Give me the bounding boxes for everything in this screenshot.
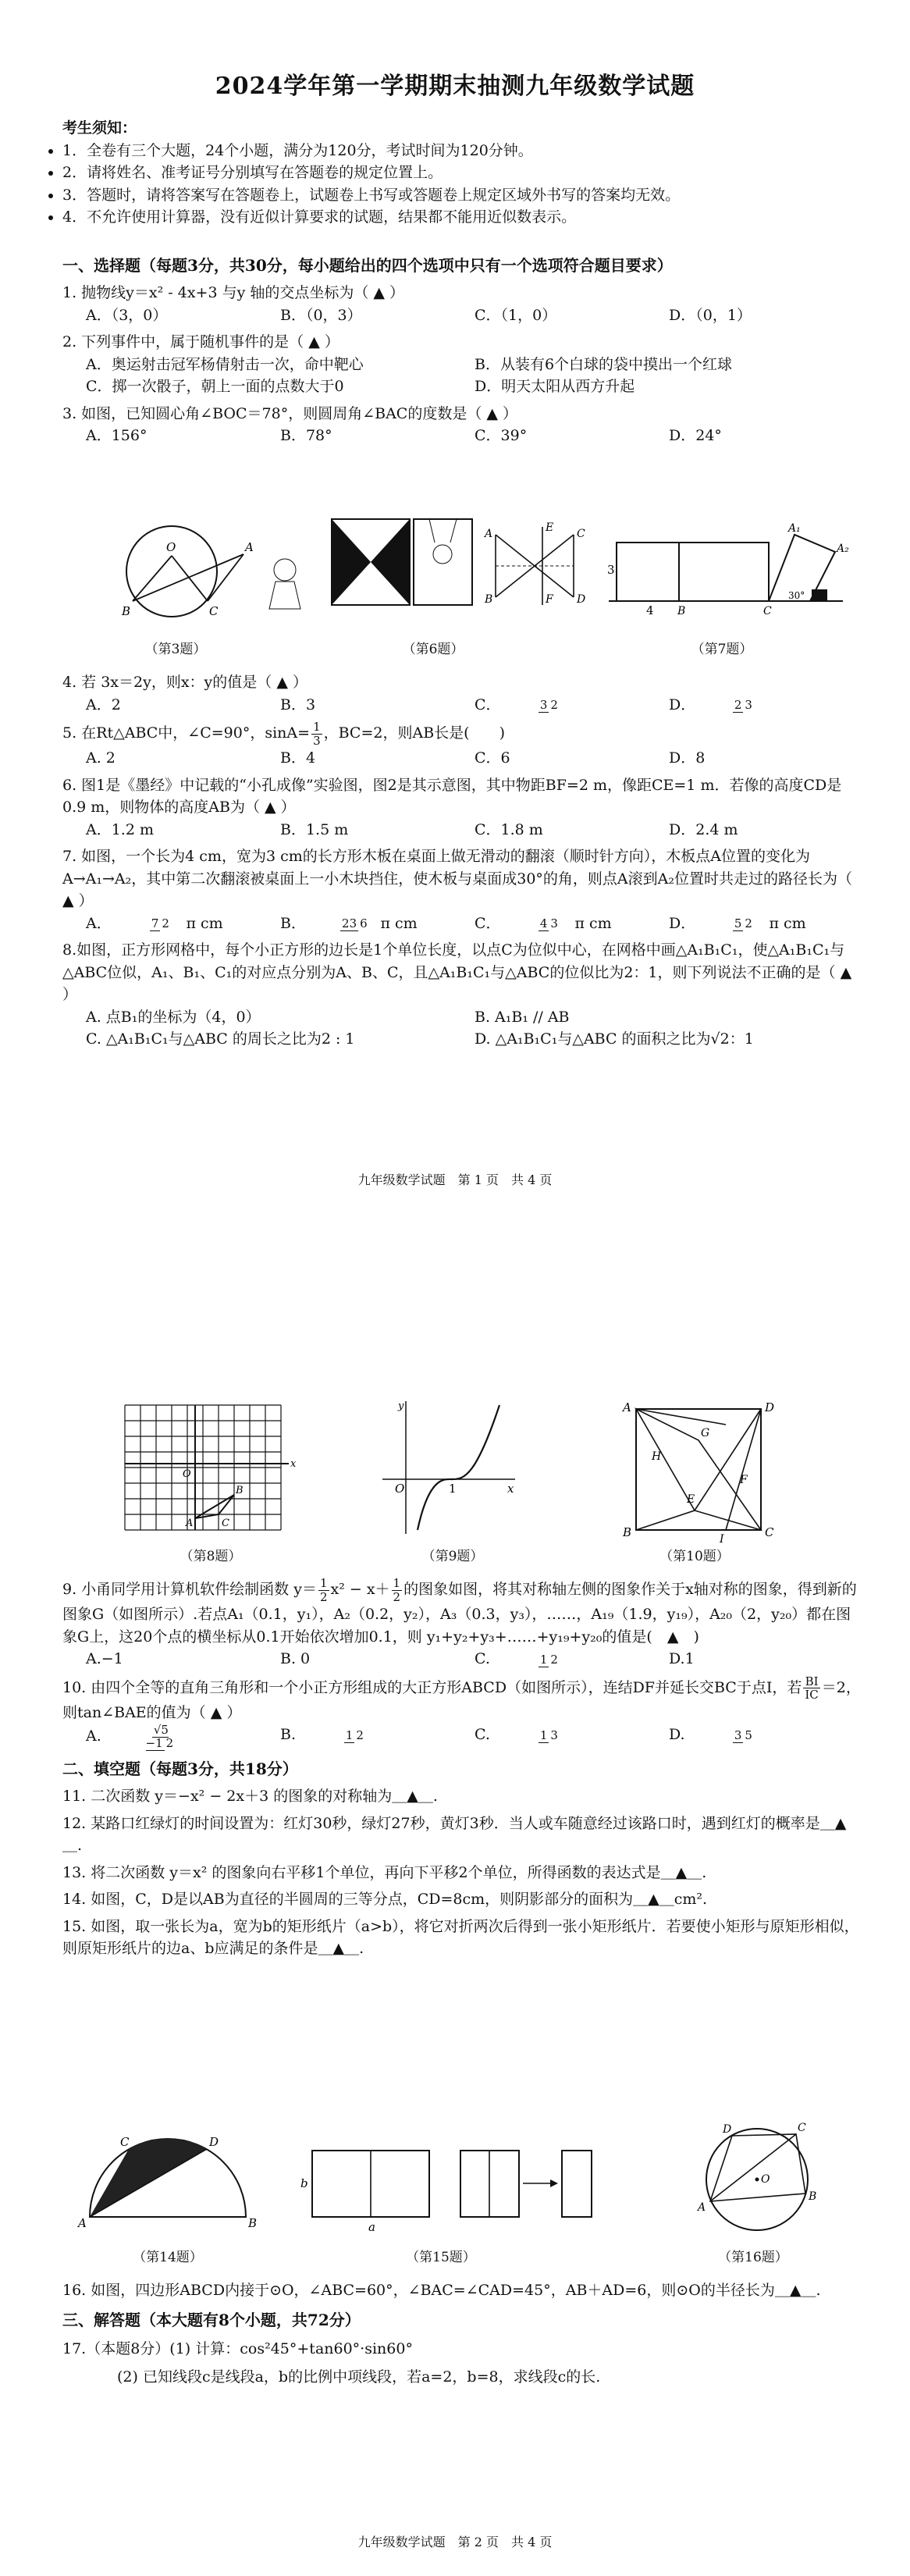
q1-option-d: D．（0，1） bbox=[669, 306, 752, 324]
question-13: 13. 将二次函数 y＝x² 的图象向右平移1个单位，再向下平移2个单位，所得函数的表达式是＿▲＿. bbox=[62, 1863, 707, 1881]
svg-text:C: C bbox=[765, 1525, 774, 1539]
q4-options bbox=[86, 694, 863, 717]
page-footer: 九年级数学试题 第 2 页 共 4 页 bbox=[357, 2535, 553, 2549]
svg-text:D: D bbox=[209, 2135, 219, 2149]
svg-text:4: 4 bbox=[646, 603, 654, 617]
q8-option-a: A. 点B₁的坐标为（4，0） bbox=[86, 1008, 261, 1026]
question-8: 8.如图，正方形网格中，每个小正方形的边长是1个单位长度，以点C为位似中心，在网格中画△A₁B₁C₁，使△A₁B₁C₁与△ABC位似，A₁、B₁、C₁的对应点分别为A、B、C，且△A₁B₁C₁与△ABC的位似比为2：1，则下列说法不正确的是（ ▲ ） bbox=[62, 941, 852, 1003]
q5-options bbox=[86, 747, 863, 770]
question-17-part-1: 17.（本题8分）(1) 计算：cos²45°+tan60°·sin60° bbox=[62, 2339, 413, 2357]
q3-options bbox=[86, 425, 863, 447]
q9-option-d: D.1 bbox=[669, 1650, 695, 1667]
svg-text:B: B bbox=[623, 1525, 632, 1539]
svg-text:O: O bbox=[183, 1468, 191, 1480]
question-11: 11. 二次函数 y＝−x² − 2x＋3 的图象的对称轴为＿▲＿. bbox=[62, 1788, 438, 1805]
svg-text:1: 1 bbox=[449, 1482, 457, 1496]
notice-item: • 3．答题时，请将答案写在答题卷上，试题卷上书写或答题卷上规定区域外书写的答案均无效。 bbox=[62, 184, 863, 207]
page-2 bbox=[0, 1343, 910, 2576]
svg-text:A₂: A₂ bbox=[837, 543, 849, 555]
fig-q15-rectangles bbox=[297, 2139, 609, 2233]
q10-option-a: A. √5 −1 2 bbox=[86, 1723, 174, 1750]
fig-caption: （第10题） bbox=[659, 1549, 730, 1564]
svg-text:B: B bbox=[248, 2216, 258, 2230]
q6-options bbox=[86, 819, 863, 841]
svg-text:A₁: A₁ bbox=[788, 522, 801, 535]
fig-q10-square bbox=[609, 1397, 788, 1546]
svg-text:H: H bbox=[652, 1450, 662, 1463]
svg-text:a: a bbox=[368, 2220, 375, 2234]
notice-item: • 2．请将姓名、准考证号分别填写在答题卷的规定位置上。 bbox=[62, 162, 863, 184]
section-2-heading: 二、填空题（每题3分，共18分） bbox=[62, 1759, 298, 1778]
q7-options bbox=[86, 913, 863, 935]
page-footer: 九年级数学试题 第 1 页 共 4 页 bbox=[357, 1172, 553, 1187]
svg-text:B: B bbox=[485, 593, 493, 606]
question-4: 4. 若 3x＝2y，则x：y的值是（ ▲ ） bbox=[62, 674, 307, 691]
question-5: 5. 在Rt△ABC中，∠C=90°，sinA= $\frac{1}{3}$ ，BC=2，则AB长是( ) bbox=[62, 720, 505, 748]
q6-option-b: B．1.5 m bbox=[280, 820, 349, 838]
question-15: 15. 如图，取一张长为a，宽为b的矩形纸片（a>b），将它对折两次后得到一张小矩形纸片．若要使小矩形与原矩形相似，则原矩形纸片的边a、b应满足的条件是＿▲＿. bbox=[62, 1917, 859, 1957]
svg-text:C: C bbox=[763, 605, 772, 617]
question-16: 16. 如图，四边形ABCD内接于⊙O，∠ABC=60°，∠BAC=∠CAD=45°，AB＋AD=6，则⊙O的半径长为＿▲＿. bbox=[62, 2282, 821, 2299]
fig-caption: （第8题） bbox=[180, 1549, 242, 1564]
svg-text:E: E bbox=[546, 521, 554, 534]
q10-options bbox=[86, 1724, 863, 1749]
svg-text:B: B bbox=[809, 2190, 817, 2203]
svg-text:E: E bbox=[687, 1493, 695, 1506]
q7-option-a: A． 7 2 π cm bbox=[86, 914, 223, 932]
q6-option-a: A．1.2 m bbox=[86, 820, 154, 838]
q3-option-c: C．39° bbox=[475, 427, 528, 444]
q1-option-a: A．（3，0） bbox=[86, 306, 168, 324]
svg-text:3: 3 bbox=[607, 563, 615, 577]
question-2: 2. 下列事件中，属于随机事件的是（ ▲ ） bbox=[62, 333, 339, 350]
fig-q7-board bbox=[601, 511, 851, 621]
svg-text:b: b bbox=[300, 2176, 308, 2190]
svg-text:D: D bbox=[723, 2123, 732, 2136]
fig-q14-semicircle bbox=[78, 2135, 258, 2229]
question-3: 3. 如图，已知圆心角∠BOC＝78°，则圆周角∠BAC的度数是（ ▲ ） bbox=[62, 404, 518, 422]
q7-option-d: D． 5 2 π cm bbox=[669, 914, 806, 932]
q9-option-c: C. 1 2 bbox=[475, 1650, 558, 1667]
fig-caption: （第7题） bbox=[691, 642, 753, 657]
fig-q9-graph bbox=[375, 1397, 531, 1538]
svg-text:C: C bbox=[577, 528, 585, 540]
q5-option-a: A. 2 bbox=[86, 749, 116, 767]
questions-9-17 bbox=[62, 1577, 863, 1960]
q8-option-c: C. △A₁B₁C₁与△ABC 的周长之比为2 : 1 bbox=[86, 1030, 355, 1048]
svg-text:F: F bbox=[546, 593, 553, 606]
q10-option-d: D. 3 5 bbox=[669, 1726, 752, 1743]
fig-q6-pinhole bbox=[261, 515, 589, 621]
svg-text:30°: 30° bbox=[788, 590, 805, 601]
svg-text:G: G bbox=[701, 1427, 710, 1439]
svg-text:x: x bbox=[507, 1482, 514, 1496]
q2-option-a: A．奥运射击冠军杨倩射击一次，命中靶心 bbox=[86, 355, 364, 373]
svg-text:O: O bbox=[166, 540, 176, 554]
svg-text:y: y bbox=[398, 1400, 404, 1412]
q6-option-d: D．2.4 m bbox=[669, 820, 738, 838]
q2-options bbox=[86, 354, 863, 398]
notice-heading: 考生须知： bbox=[62, 119, 137, 137]
svg-text:x: x bbox=[290, 1458, 297, 1470]
q1-option-c: C．（1，0） bbox=[475, 306, 557, 324]
q10-option-c: C. 1 3 bbox=[475, 1726, 558, 1743]
q1-options bbox=[86, 304, 863, 327]
q2-option-b: B．从装有6个白球的袋中摸出一个红球 bbox=[475, 355, 733, 373]
q1-option-b: B．（0，3） bbox=[280, 306, 362, 324]
fig-caption: （第3题） bbox=[144, 642, 207, 657]
question-7: 7. 如图，一个长为4 cm，宽为3 cm的长方形木板在桌面上做无滑动的翻滚（顺时针方向），木板点A位置的变化为A→A₁→A₂，其中第二次翻滚被桌面上一小木块挡住，使木板与桌面成30°的角，则点A滚到A₂位置时共走过的路径长为（ ▲ ） bbox=[62, 848, 852, 909]
fig-caption: （第14题） bbox=[133, 2250, 203, 2265]
question-1: 1. 抛物线y＝x² - 4x+3 与y 轴的交点坐标为（ ▲ ） bbox=[62, 284, 405, 301]
page-1 bbox=[0, 0, 910, 1202]
notice-block bbox=[62, 117, 863, 229]
svg-text:B: B bbox=[677, 605, 686, 617]
question-10: 10. 由四个全等的直角三角形和一个小正方形组成的大正方形ABCD（如图所示），连结DF并延长交BC于点I，若 $\frac{BI}{IC}$ ＝2，则tan∠BAE的值为（ ▲ ） bbox=[62, 1674, 861, 1721]
section-1-heading: 一、选择题（每题3分，共30分，每小题给出的四个选项中只有一个选项符合题目要求） bbox=[62, 256, 673, 275]
q8-option-d: D. △A₁B₁C₁与△ABC 的面积之比为√2：1 bbox=[475, 1030, 754, 1048]
q3-option-a: A．156° bbox=[86, 427, 148, 444]
q4-option-d: D． 2 3 bbox=[669, 696, 752, 713]
svg-text:A: A bbox=[186, 1517, 194, 1529]
questions-4-8 bbox=[62, 671, 863, 1051]
notice-item: • 4．不允许使用计算器，没有近似计算要求的试题，结果都不能用近似数表示。 bbox=[62, 206, 863, 229]
q5-option-b: B．4 bbox=[280, 749, 316, 767]
svg-text:C: C bbox=[120, 2135, 130, 2149]
q6-option-c: C．1.8 m bbox=[475, 820, 543, 838]
fig-caption: （第16题） bbox=[718, 2250, 788, 2265]
exam-title: 2024学年第一学期期末抽测九年级数学试题 bbox=[215, 73, 695, 100]
q3-option-d: D．24° bbox=[669, 427, 722, 444]
question-6: 6. 图1是《墨经》中记载的“小孔成像”实验图，图2是其示意图，其中物距BF=2 m，像距CE=1 m．若像的高度CD是0.9 m，则物体的高度AB为（ ▲ ） bbox=[62, 776, 842, 816]
section-1 bbox=[62, 254, 863, 447]
q9-options bbox=[86, 1648, 863, 1670]
q2-option-d: D．明天太阳从西方升起 bbox=[475, 378, 635, 395]
question-12: 12. 某路口红绿灯的时间设置为：红灯30秒，绿灯27秒，黄灯3秒．当人或车随意经过该路口时，遇到红灯的概率是＿▲＿. bbox=[62, 1814, 847, 1854]
question-14: 14. 如图，C，D是以AB为直径的半圆周的三等分点，CD=8cm，则阴影部分的面积为＿▲＿cm². bbox=[62, 1891, 708, 1908]
q7-option-b: B． 23 6 π cm bbox=[280, 914, 418, 932]
svg-text:D: D bbox=[765, 1400, 775, 1414]
svg-text:C: C bbox=[222, 1517, 229, 1529]
fig-q8-grid bbox=[117, 1401, 297, 1534]
q4-option-b: B．3 bbox=[280, 696, 316, 713]
question-9: 9. 小甬同学用计算机软件绘制函数 y＝ $\frac{1}{2}$ x² − x＋ $\frac{1}{2}$ 的图象如图，将其对称轴左侧的图象作关于x轴对称的图象，得到新的图象G（如图所示）.若点A₁（0.1，y₁），A₂（0.2，y₂），A₃（0.3，y₃），……，A₁₉（1.9，y₁₉），A₂₀（2，y₂₀）都在图象G上，这20个点的横坐标从0.1开始依次增加0.1，则 y₁+y₂+y₃+……+y₁₉+y₂₀的值是( ▲ ) bbox=[62, 1576, 857, 1646]
q5-option-d: D．8 bbox=[669, 749, 706, 767]
svg-text:I: I bbox=[720, 1533, 724, 1546]
svg-text:C: C bbox=[798, 2122, 806, 2134]
svg-text:O: O bbox=[761, 2173, 770, 2186]
q7-option-c: C． 4 3 π cm bbox=[475, 914, 612, 932]
q2-option-c: C．掷一次骰子，朝上一面的点数大于0 bbox=[86, 378, 344, 395]
svg-text:B: B bbox=[236, 1485, 243, 1496]
fig-caption: （第9题） bbox=[421, 1549, 484, 1564]
questions-16-17 bbox=[62, 2279, 863, 2389]
notice-item: • 1．全卷有三个大题，24个小题，满分为120分，考试时间为120分钟。 bbox=[62, 140, 863, 162]
svg-text:O: O bbox=[395, 1482, 405, 1496]
q8-option-b: B. A₁B₁ // AB bbox=[475, 1008, 570, 1026]
q9-option-a: A.−1 bbox=[86, 1650, 123, 1667]
fig-q3-circle bbox=[94, 523, 254, 624]
q5-option-c: C．6 bbox=[475, 749, 510, 767]
q4-option-c: C． 3 2 bbox=[475, 696, 558, 713]
fig-q16-inscribed bbox=[679, 2123, 835, 2240]
q4-option-a: A．2 bbox=[86, 696, 121, 713]
q10-option-b: B. 1 2 bbox=[280, 1726, 364, 1743]
svg-text:D: D bbox=[577, 593, 586, 606]
fig-caption: （第6题） bbox=[402, 642, 464, 657]
q8-options bbox=[86, 1006, 863, 1051]
svg-text:B: B bbox=[122, 604, 131, 618]
q3-option-b: B．78° bbox=[280, 427, 332, 444]
svg-text:A: A bbox=[245, 540, 254, 554]
svg-text:A: A bbox=[698, 2201, 706, 2214]
q9-option-b: B. 0 bbox=[280, 1650, 311, 1667]
svg-text:A: A bbox=[623, 1400, 631, 1414]
fig-caption: （第15题） bbox=[406, 2250, 476, 2265]
svg-text:A: A bbox=[485, 528, 493, 540]
svg-text:F: F bbox=[740, 1474, 748, 1486]
svg-text:C: C bbox=[209, 604, 219, 618]
svg-text:A: A bbox=[78, 2216, 87, 2230]
section-3-heading: 三、解答题（本大题有8个小题，共72分） bbox=[62, 2310, 361, 2329]
question-17-part-2: (2) 已知线段c是线段a，b的比例中项线段，若a=2，b=8，求线段c的长. bbox=[117, 2368, 601, 2386]
